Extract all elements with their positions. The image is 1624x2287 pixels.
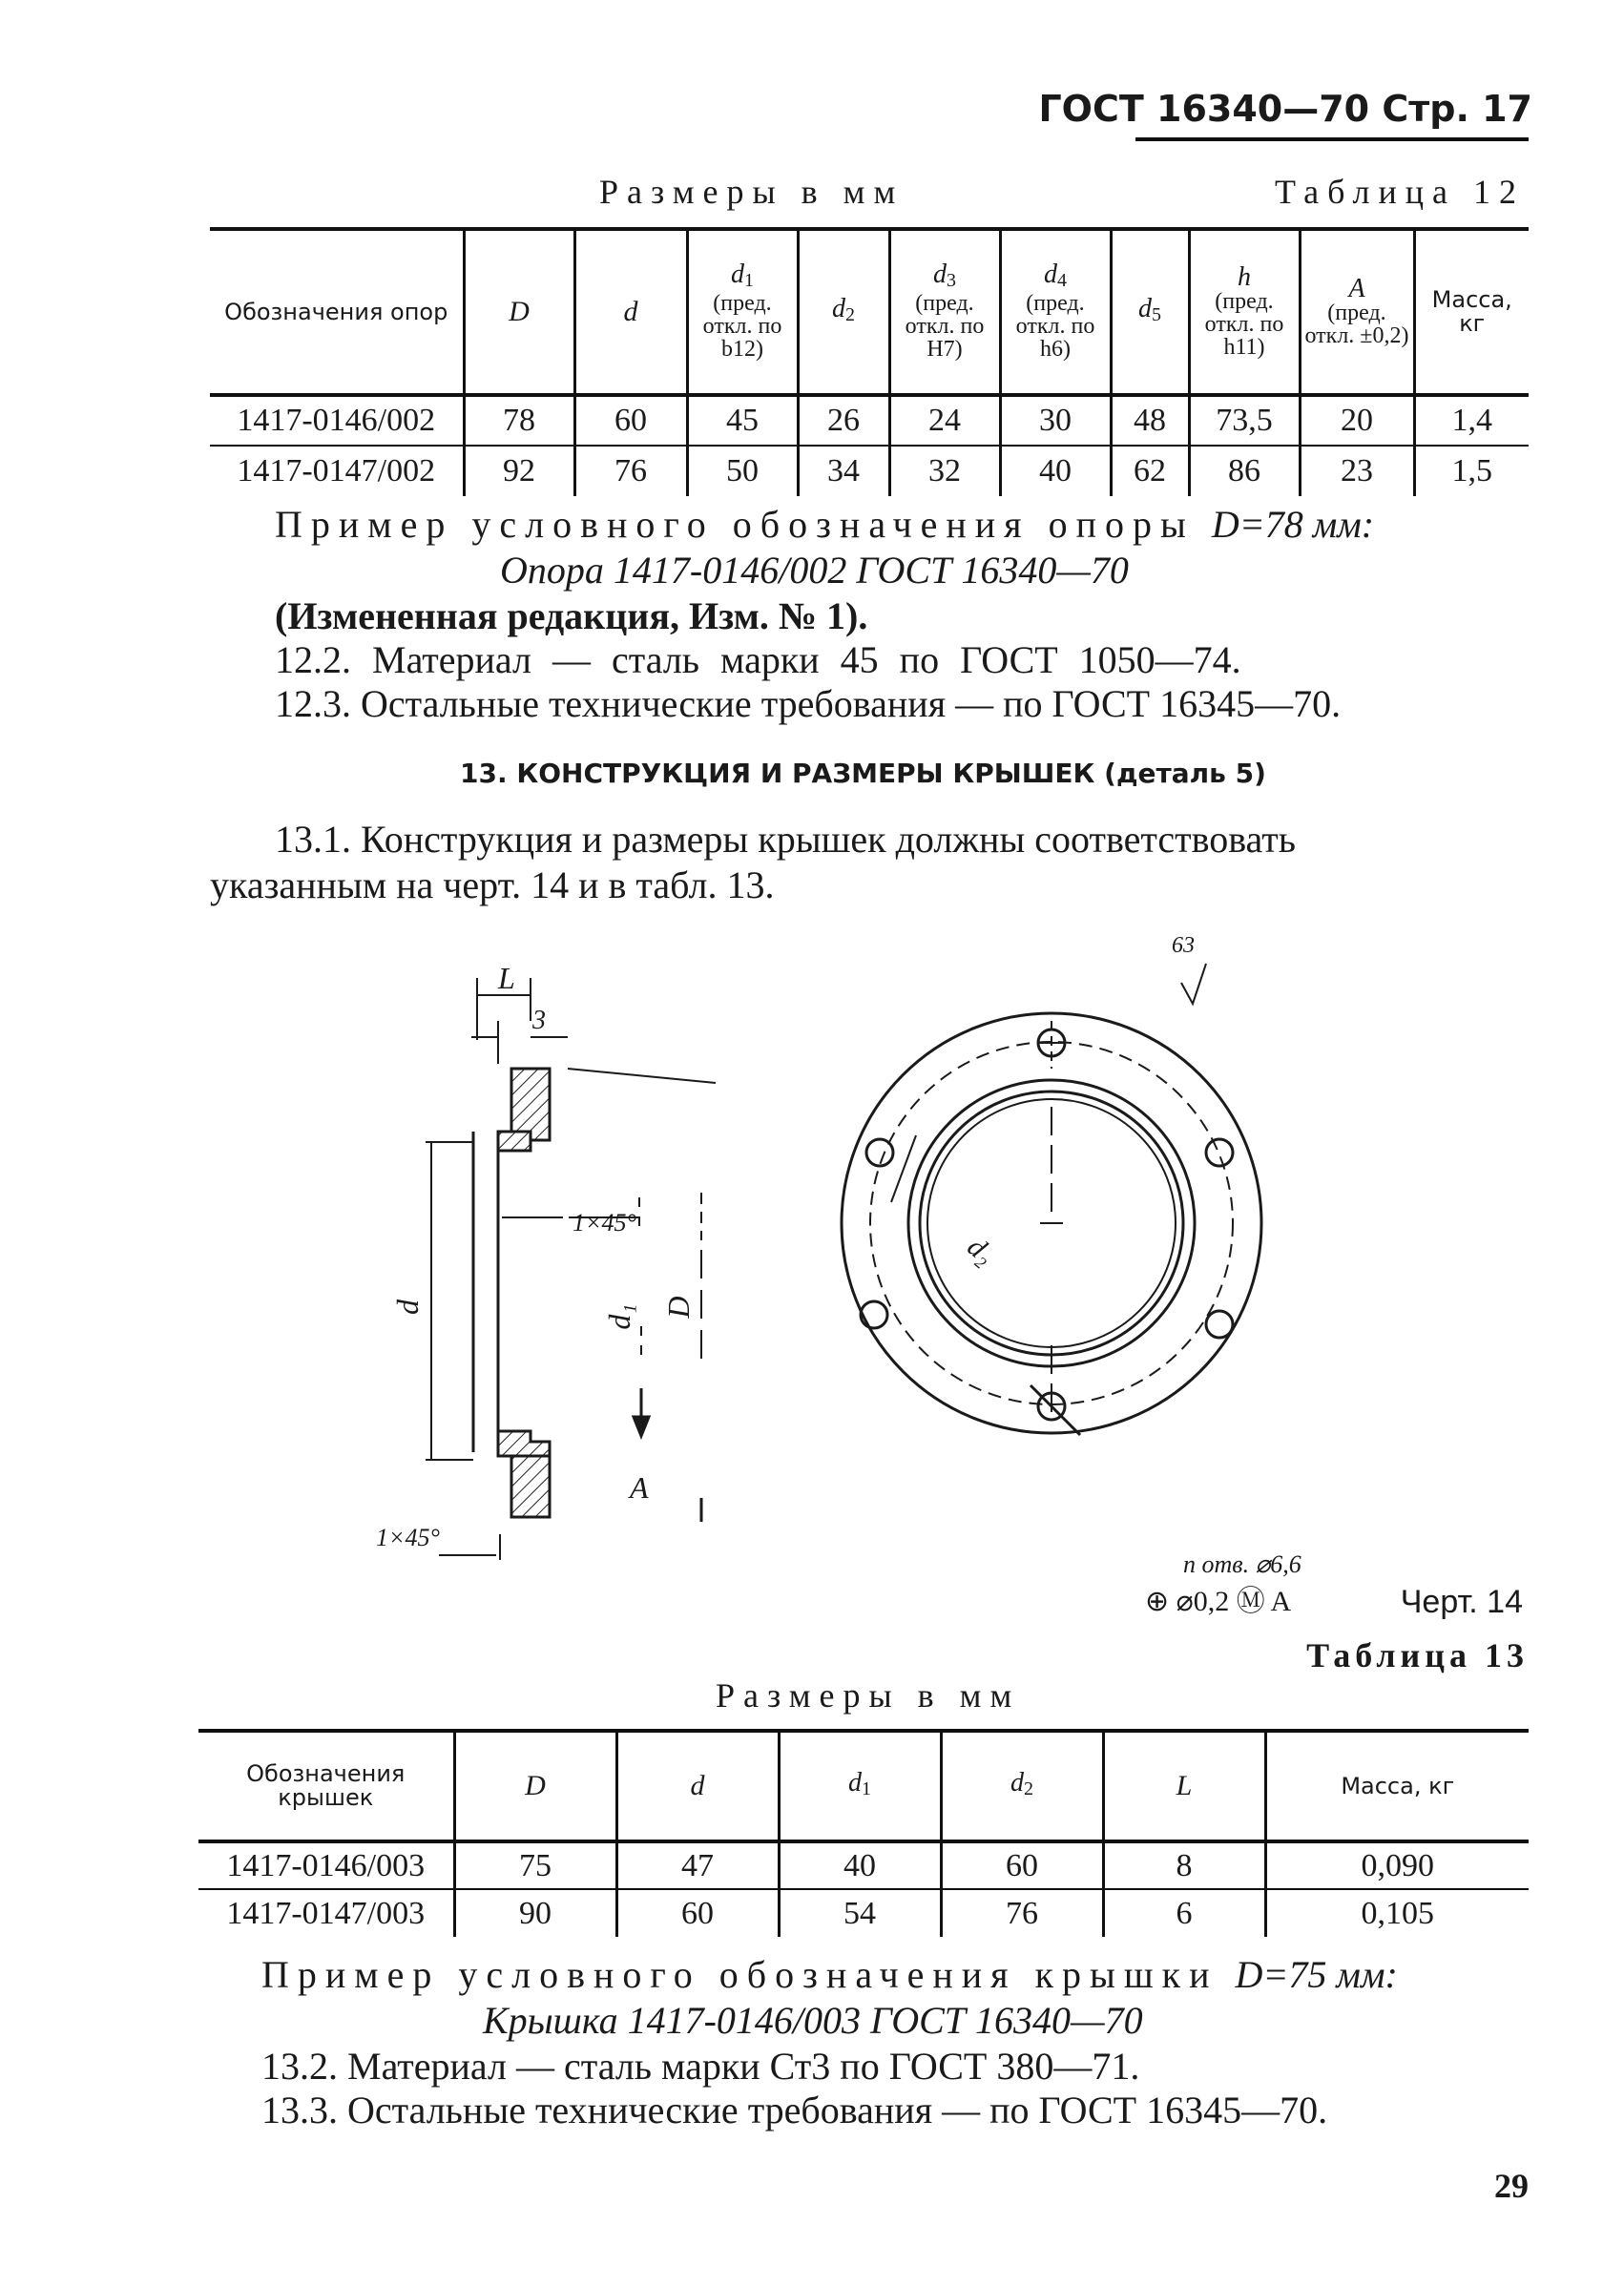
table12-header-row xyxy=(210,229,1529,395)
table-cell: 1,5 xyxy=(1414,446,1529,496)
table13-col-d1: $d_1$ xyxy=(779,1731,941,1841)
table-cell: 1417-0146/002 xyxy=(210,395,464,446)
table-cell: 76 xyxy=(574,446,687,496)
table13-label: Таблица 13 xyxy=(1306,1636,1529,1674)
example2-designation: Крышка 1417-0146/003 ГОСТ 16340—70 xyxy=(483,1999,1143,2042)
table-cell: 0,105 xyxy=(1265,1889,1529,1937)
table-cell: 34 xyxy=(798,446,889,496)
table12-col-d4: $d_4$ (пред. откл. по h6) xyxy=(1000,229,1111,395)
label-A: A xyxy=(630,1470,649,1505)
table-row xyxy=(210,395,1529,446)
table13-col-mass: Масса, кг xyxy=(1265,1731,1529,1841)
label-d: d xyxy=(390,1299,425,1315)
table-cell: 30 xyxy=(1000,395,1111,446)
table-cell: 0,090 xyxy=(1265,1841,1529,1889)
example-line-1 xyxy=(275,502,1374,548)
table-cell: 90 xyxy=(454,1889,616,1937)
table-cell: 1417-0147/003 xyxy=(226,1895,426,1931)
table-cell: 45 xyxy=(687,395,798,446)
table-cell: 6 xyxy=(1103,1889,1265,1937)
table-row xyxy=(198,1889,1529,1937)
label-D: D xyxy=(661,1296,696,1319)
table13 xyxy=(198,1729,1529,1937)
table-cell: 20 xyxy=(1300,395,1414,446)
paragraph-13-1-line2: указанным на черт. 14 и в табл. 13. xyxy=(210,863,775,906)
example2-line-1 xyxy=(261,1952,1398,1998)
example-label: Пример условного обозначения опоры xyxy=(275,503,1195,546)
table12-label: Таблица 12 xyxy=(1275,173,1525,211)
example-condition: D=78 мм: xyxy=(1211,503,1375,546)
drawing-caption: Черт. 14 xyxy=(1400,1584,1523,1620)
table12-col-D: D xyxy=(464,229,574,395)
table12-col-A: A (пред. откл. ±0,2) xyxy=(1300,229,1414,395)
label-three: 3 xyxy=(532,1006,546,1035)
table-cell: 1,4 xyxy=(1414,395,1529,446)
table-cell: 47 xyxy=(616,1841,779,1889)
example-designation: Опора 1417-0146/002 ГОСТ 16340—70 xyxy=(500,549,1129,592)
table-cell: 1417-0147/002 xyxy=(237,453,436,489)
table13-col-d2: $d_2$ xyxy=(941,1731,1103,1841)
paragraph-12-3: 12.3. Остальные технические требования — по ГОСТ 16345—70. xyxy=(275,682,1342,725)
table-cell: 26 xyxy=(798,395,889,446)
table12 xyxy=(210,227,1529,496)
table-cell: 40 xyxy=(1000,446,1111,496)
plan-view xyxy=(842,964,1261,1435)
table12-col-designation: Обозначения опор xyxy=(224,298,448,325)
example2-condition: D=75 мм: xyxy=(1235,1953,1398,1996)
table13-col-D: D xyxy=(454,1731,616,1841)
table12-col-h: h (пред. откл. по h11) xyxy=(1189,229,1300,395)
table-cell: 48 xyxy=(1111,395,1189,446)
table13-col-d: d xyxy=(616,1731,779,1841)
table12-col-d3: $d_3$ (пред. откл. по H7) xyxy=(889,229,1000,395)
table-cell: 23 xyxy=(1300,446,1414,496)
header-rule xyxy=(1135,137,1529,141)
table-cell: 8 xyxy=(1103,1841,1265,1889)
table12-col-d5: $d_5$ xyxy=(1111,229,1189,395)
paragraph-13-3: 13.3. Остальные технические требования — по ГОСТ 16345—70. xyxy=(261,2089,1328,2131)
table-cell: 86 xyxy=(1189,446,1300,496)
label-chamfer-lower: 1×45° xyxy=(376,1524,440,1551)
table12-col-d1: $d_1$ (пред. откл. по b12) xyxy=(687,229,798,395)
label-holes: n отв. ⌀6,6 xyxy=(1183,1550,1301,1578)
table-cell: 78 xyxy=(464,395,574,446)
table-cell: 62 xyxy=(1111,446,1189,496)
paragraph-12-2: 12.2. Материал — сталь марки 45 по ГОСТ 1050—74. xyxy=(275,638,1241,681)
paragraph-13-2: 13.2. Материал — сталь марки Ст3 по ГОСТ 380—71. xyxy=(261,2045,1140,2088)
table-cell: 60 xyxy=(941,1841,1103,1889)
table-cell: 75 xyxy=(454,1841,616,1889)
paragraph-13-1-line1: 13.1. Конструкция и размеры крышек должны соответствовать xyxy=(275,818,1296,861)
label-roughness: 63 xyxy=(1172,933,1195,958)
table12-col-d2: $d_2$ xyxy=(798,229,889,395)
section-13-heading: 13. КОНСТРУКЦИЯ И РАЗМЕРЫ КРЫШЕК (деталь 5) xyxy=(460,758,1266,789)
table-cell: 60 xyxy=(616,1889,779,1937)
table-cell: 76 xyxy=(941,1889,1103,1937)
table13-header-row xyxy=(198,1731,1529,1841)
label-L: L xyxy=(498,961,515,995)
table-cell: 73,5 xyxy=(1189,395,1300,446)
example2-label: Пример условного обозначения крышки xyxy=(261,1953,1218,1996)
label-d2: d₂ xyxy=(961,1231,1001,1271)
table12-col-d: d xyxy=(574,229,687,395)
table12-col-mass: Масса, кг xyxy=(1414,229,1529,395)
section-view xyxy=(426,978,716,1560)
table-cell: 24 xyxy=(889,395,1000,446)
table13-col-designation: Обозначения крышек xyxy=(246,1760,406,1811)
table-cell: 1417-0146/003 xyxy=(198,1841,454,1889)
revision-note: (Измененная редакция, Изм. № 1). xyxy=(275,594,868,637)
table-cell: 54 xyxy=(779,1889,941,1937)
table-cell: 50 xyxy=(687,446,798,496)
table-row xyxy=(210,446,1529,496)
table12-units: Размеры в мм xyxy=(599,173,905,211)
label-chamfer-upper: 1×45° xyxy=(573,1209,636,1237)
table-cell: 92 xyxy=(464,446,574,496)
table13-col-L: L xyxy=(1103,1731,1265,1841)
table-row xyxy=(198,1841,1529,1889)
table-cell: 60 xyxy=(574,395,687,446)
label-tolerance: ⊕ ⌀0,2 Ⓜ A xyxy=(1145,1586,1292,1617)
drawing-14 xyxy=(344,925,1529,1632)
table-cell: 40 xyxy=(779,1841,941,1889)
page-header: ГОСТ 16340—70 Стр. 17 xyxy=(1038,88,1532,130)
table13-units: Размеры в мм xyxy=(716,1676,1021,1715)
page-number: 29 xyxy=(1494,2167,1529,2205)
table-cell: 32 xyxy=(889,446,1000,496)
label-d1: d₁ xyxy=(602,1303,636,1330)
